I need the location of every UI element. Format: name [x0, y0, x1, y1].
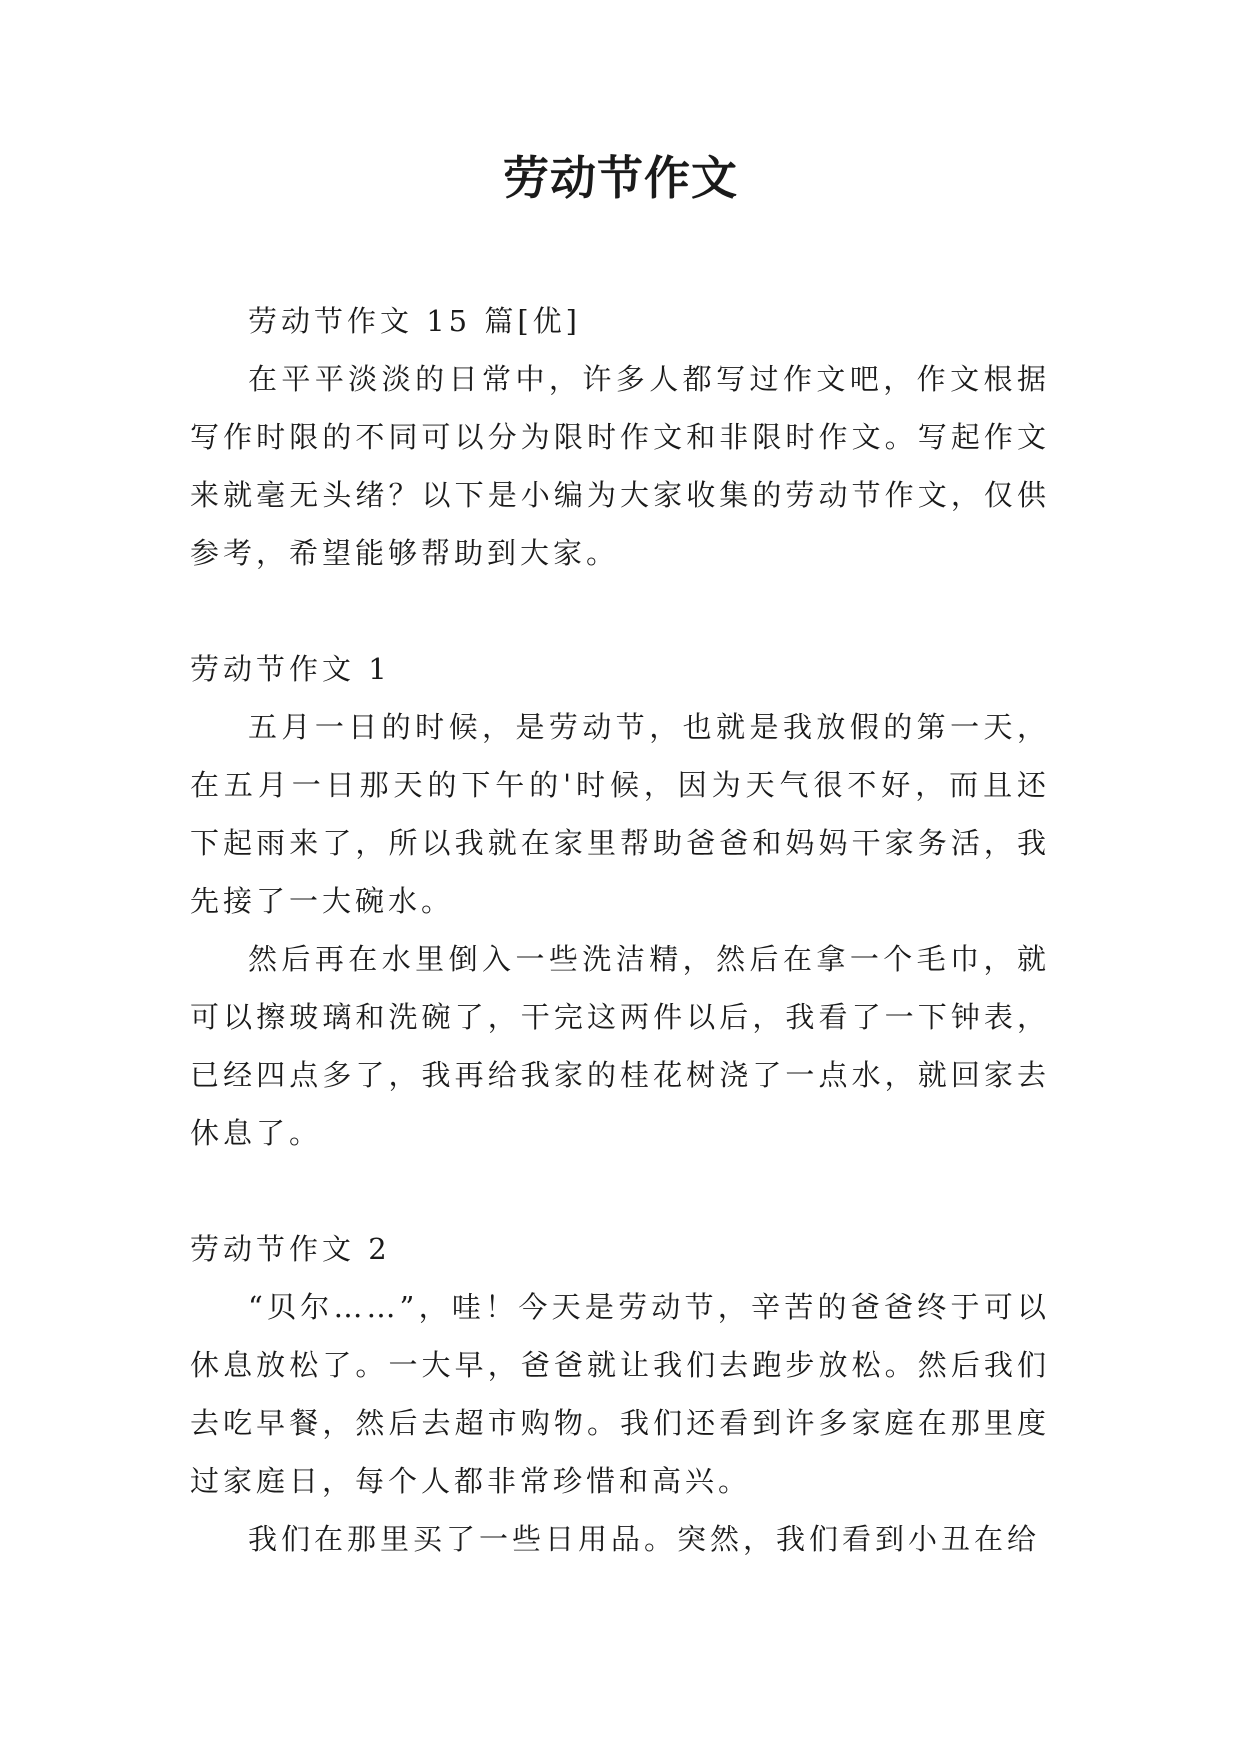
- document-body: [190, 292, 1050, 1568]
- section-spacer: [190, 1162, 1050, 1220]
- section-heading-2: 劳动节作文 2: [190, 1232, 391, 1266]
- section-2-paragraph-1: “贝尔……”，哇！今天是劳动节，辛苦的爸爸终于可以休息放松了。一大早，爸爸就让我们去跑步放松。然后我们去吃早餐，然后去超市购物。我们还看到许多家庭在那里度过家庭日，每个人都非常珍惜和高兴。: [190, 1290, 1050, 1498]
- section-2-paragraph-2: 我们在那里买了一些日用品。突然，我们看到小丑在给: [248, 1522, 1041, 1556]
- section-heading-1: 劳动节作文 1: [190, 652, 391, 686]
- document-title: 劳动节作文: [503, 151, 738, 205]
- document-subtitle: 劳动节作文 15 篇[优]: [248, 304, 581, 338]
- section-spacer: [190, 582, 1050, 640]
- section-1-paragraph-1: 五月一日的时候，是劳动节，也就是我放假的第一天，在五月一日那天的下午的'时候，因为天气很不好，而且还下起雨来了，所以我就在家里帮助爸爸和妈妈干家务活，我先接了一大碗水。: [190, 710, 1050, 918]
- section-1-paragraph-2: 然后再在水里倒入一些洗洁精，然后在拿一个毛巾，就可以擦玻璃和洗碗了，干完这两件以后，我看了一下钟表，已经四点多了，我再给我家的桂花树浇了一点水，就回家去休息了。: [190, 942, 1050, 1150]
- intro-paragraph: 在平平淡淡的日常中，许多人都写过作文吧，作文根据写作时限的不同可以分为限时作文和非限时作文。写起作文来就毫无头绪？以下是小编为大家收集的劳动节作文，仅供参考，希望能够帮助到大家。: [190, 362, 1050, 570]
